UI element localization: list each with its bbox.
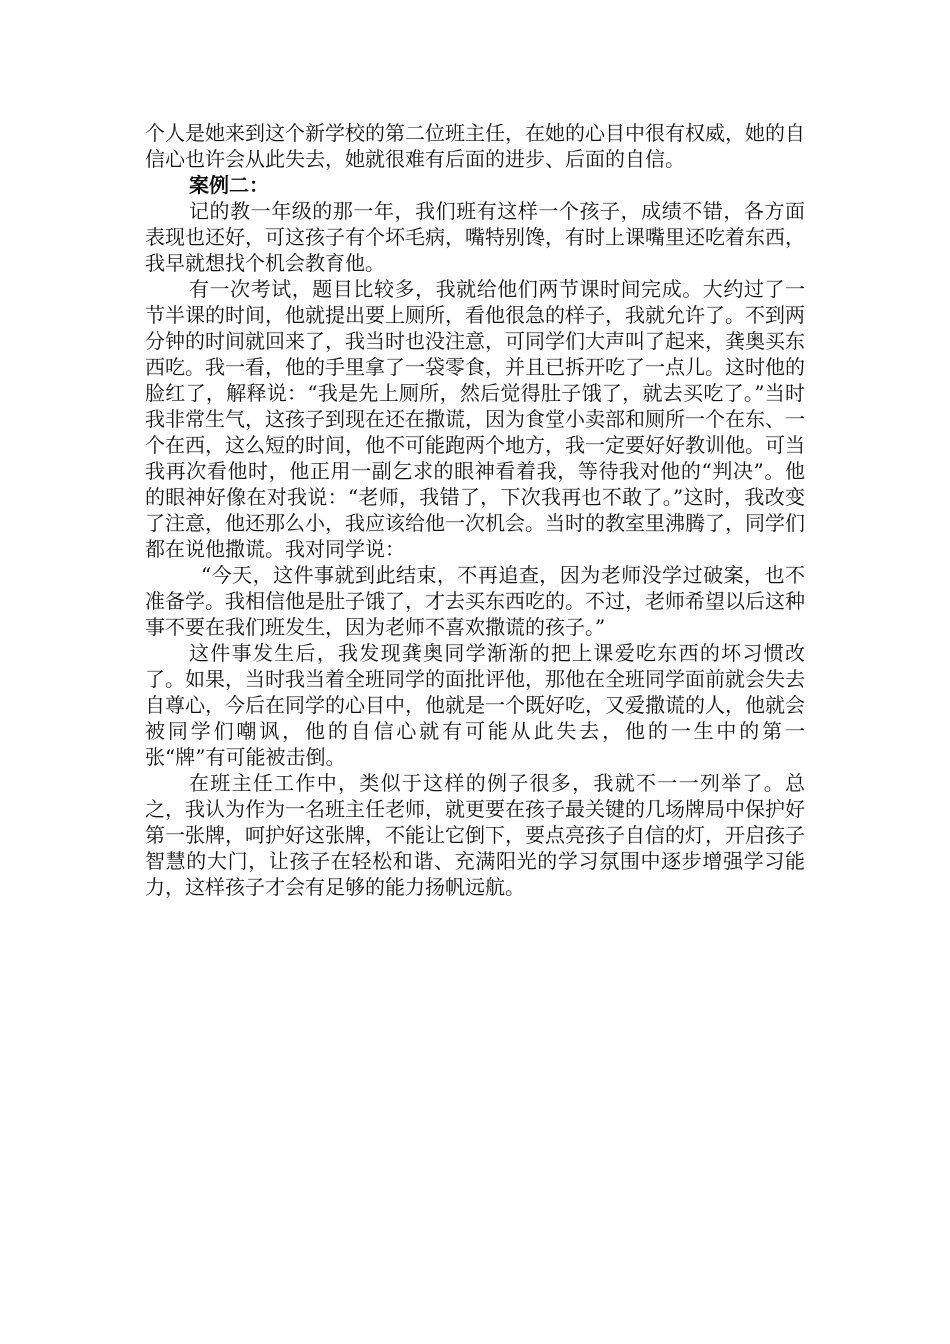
paragraph-exam-story: 有一次考试，题目比较多，我就给他们两节课时间完成。大约过了一节半课的时间，他就提出要上厕所，看他很急的样子，我就允许了。不到两分钟的时间就回来了，我当时也没注意，可同学们大声叫了起来，龚奥买东西吃。我一看，他的手里拿了一袋零食，并且已拆开吃了一点儿。这时他的脸红了，解释说：“我是先上厕所，然后觉得肚子饿了，就去买吃了。”当时我非常生气，这孩子到现在还在撒谎，因为食堂小卖部和厕所一个在东、一个在西，这么短的时间，他不可能跑两个地方，我一定要好好教训他。可当我再次看他时，他正用一副乞求的眼神看着我，等待我对他的“判决”。他的眼神好像在对我说：“老师，我错了，下次我再也不敢了。”这时，我改变了注意，他还那么小，我应该给他一次机会。当时的教室里沸腾了，同学们都在说他撒谎。我对同学说： (145, 277, 805, 561)
paragraph-teacher-quote: “今天，这件事就到此结束，不再追查，因为老师没学过破案，也不准备学。我相信他是肚子饿了，才去买东西吃的。不过，老师希望以后这种事不要在我们班发生，因为老师不喜欢撒谎的孩子。” (145, 563, 805, 639)
section-heading-case-two: 案例二： (189, 173, 269, 197)
paragraph-case-intro: 记的教一年级的那一年，我们班有这样一个孩子，成绩不错，各方面表现也还好，可这孩子有个坏毛病，嘴特别馋，有时上课嘴里还吃着东西，我早就想找个机会教育他。 (145, 199, 805, 275)
document-body (145, 120, 805, 900)
paragraph-conclusion: 在班主任工作中，类似于这样的例子很多，我就不一一列举了。总之，我认为作为一名班主任老师，就更要在孩子最关键的几场牌局中保护好第一张牌，呵护好这张牌，不能让它倒下，要点亮孩子自信的灯，开启孩子智慧的大门，让孩子在轻松和谐、充满阳光的学习氛围中逐步增强学习能力，这样孩子才会有足够的能力扬帆远航。 (145, 771, 805, 899)
paragraph-continued: 个人是她来到这个新学校的第二位班主任，在她的心目中很有权威，她的自信心也许会从此失去，她就很难有后面的进步、后面的自信。 (145, 121, 805, 171)
paragraph-aftermath: 这件事发生后，我发现龚奥同学渐渐的把上课爱吃东西的坏习惯改了。如果，当时我当着全班同学的面批评他，那他在全班同学面前就会失去自尊心，今后在同学的心目中，他就是一个既好吃，又爱撒谎的人，他就会被同学们嘲讽，他的自信心就有可能从此失去，他的一生中的第一张“牌”有可能被击倒。 (145, 641, 805, 769)
